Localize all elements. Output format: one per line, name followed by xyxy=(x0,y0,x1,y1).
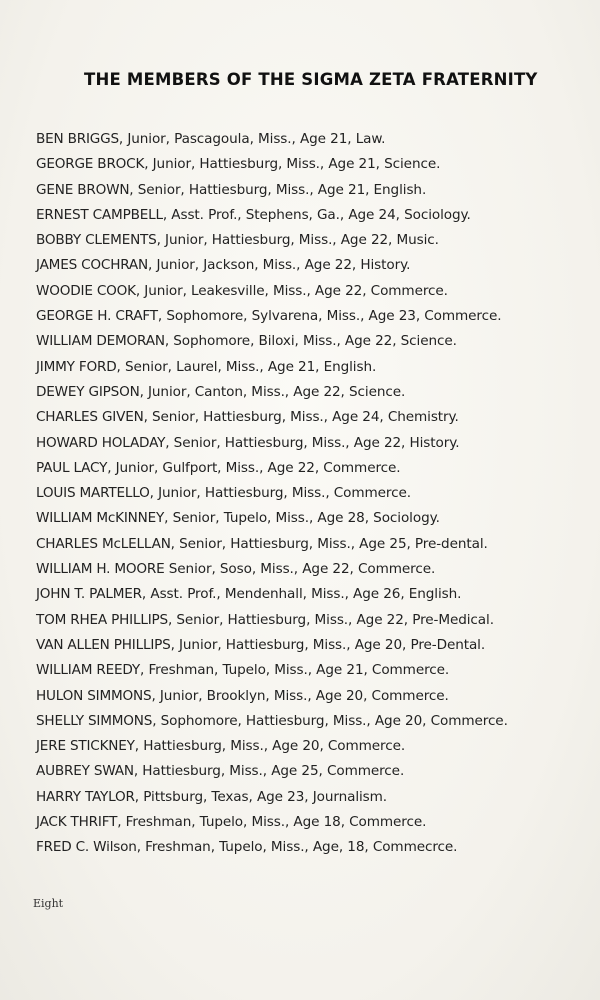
member-details: , Sophomore, Biloxi, Miss., Age 22, Science. xyxy=(164,333,457,350)
member-name: WILLIAM McKINNEY xyxy=(36,510,165,527)
member-name: JIMMY FORD xyxy=(36,358,117,375)
member-name: GEORGE BROCK xyxy=(36,156,145,173)
member-details: , Junior, Brooklyn, Miss., Age 20, Commerce. xyxy=(151,687,449,704)
member-details: , Junior, Leakesville, Miss., Age 22, Commerce. xyxy=(135,282,448,299)
member-name: DEWEY GIPSON xyxy=(36,383,140,400)
member-name: ERNEST CAMPBELL xyxy=(36,206,163,223)
member-details: , Senior, Hattiesburg, Miss., Age 22, Pre-Medical. xyxy=(167,611,494,628)
list-item xyxy=(36,380,576,405)
list-item xyxy=(36,709,576,734)
member-name: LOUIS MARTELLO xyxy=(36,485,150,502)
list-item xyxy=(36,684,576,709)
member-name: AUBREY SWAN xyxy=(36,763,134,780)
member-name: WILLIAM REEDY xyxy=(36,662,141,679)
list-item xyxy=(36,810,576,835)
member-details: , Asst. Prof., Mendenhall, Miss., Age 26, English. xyxy=(141,586,462,603)
member-name: SHELLY SIMMONS xyxy=(36,712,153,729)
member-details: , Junior, Pascagoula, Miss., Age 21, Law. xyxy=(118,131,386,147)
member-name: GENE BROWN xyxy=(36,181,130,198)
member-details: , Junior, Canton, Miss., Age 22, Science. xyxy=(139,383,406,400)
list-item xyxy=(36,532,576,557)
member-name: HULON SIMMONS xyxy=(36,687,152,704)
member-details: , Hattiesburg, Miss., Age 20, Commerce. xyxy=(134,738,406,755)
list-item xyxy=(36,608,576,633)
list-item xyxy=(36,759,576,784)
list-item xyxy=(36,203,576,228)
list-item xyxy=(36,785,576,810)
member-details: , Senior, Tupelo, Miss., Age 28, Sociology. xyxy=(164,510,440,527)
member-details: , Junior, Hattiesburg, Miss., Age 22, Music. xyxy=(156,232,439,249)
member-details: , Junior, Jackson, Miss., Age 22, History. xyxy=(148,257,411,274)
member-details: Senior, Soso, Miss., Age 22, Commerce. xyxy=(164,561,436,578)
member-details: , Junior, Hattiesburg, Miss., Age 20, Pre-Dental. xyxy=(170,636,486,653)
member-name: JACK THRIFT xyxy=(36,814,118,831)
member-details: , Sophomore, Hattiesburg, Miss., Age 20, Commerce. xyxy=(152,712,508,729)
list-item xyxy=(36,481,576,506)
member-details: , Hattiesburg, Miss., Age 25, Commerce. xyxy=(133,763,405,780)
member-details: , Senior, Hattiesburg, Miss., Age 24, Chemistry. xyxy=(143,409,459,426)
member-name: CHARLES McLELLAN xyxy=(36,535,171,552)
list-item xyxy=(36,734,576,759)
member-details: , Senior, Hattiesburg, Miss., Age 25, Pre-dental. xyxy=(170,535,488,552)
member-name: VAN ALLEN PHILLIPS xyxy=(36,636,171,653)
page-number: Eight xyxy=(33,897,64,910)
member-name: WOODIE COOK xyxy=(36,282,136,299)
member-name: PAUL LACY xyxy=(36,459,108,476)
member-name: JOHN T. PALMER xyxy=(36,586,142,603)
member-details: , Senior, Laurel, Miss., Age 21, English. xyxy=(116,358,377,375)
list-item xyxy=(36,506,576,531)
list-item xyxy=(36,279,576,304)
member-details: , Junior, Gulfport, Miss., Age 22, Commerce. xyxy=(107,459,401,476)
member-details: , Freshman, Tupelo, Miss., Age 21, Commerce. xyxy=(140,662,450,679)
list-item xyxy=(36,127,576,152)
member-name: WILLIAM H. MOORE xyxy=(36,561,165,578)
list-item xyxy=(36,253,576,278)
member-name: GEORGE H. CRAFT xyxy=(36,308,158,325)
list-item xyxy=(36,228,576,253)
member-details: , Senior, Hattiesburg, Miss., Age 21, English. xyxy=(129,181,427,198)
list-item xyxy=(36,431,576,456)
member-name: BOBBY CLEMENTS xyxy=(36,232,157,249)
member-name: TOM RHEA PHILLIPS xyxy=(36,611,168,628)
member-list xyxy=(36,127,576,861)
member-name: CHARLES GIVEN xyxy=(36,409,144,426)
member-details: , Sophomore, Sylvarena, Miss., Age 23, Commerce. xyxy=(157,308,502,325)
member-details: , Freshman, Tupelo, Miss., Age 18, Commerce. xyxy=(117,814,427,831)
list-item xyxy=(36,633,576,658)
member-name: BEN BRIGGS xyxy=(36,131,119,147)
list-item xyxy=(36,304,576,329)
member-name: JERE STICKNEY xyxy=(36,738,135,755)
list-item xyxy=(36,557,576,582)
member-name: FRED C. Wilson xyxy=(36,839,137,856)
member-details: , Senior, Hattiesburg, Miss., Age 22, History. xyxy=(165,434,460,451)
member-name: HARRY TAYLOR xyxy=(36,788,135,805)
member-details: , Asst. Prof., Stephens, Ga., Age 24, Sociology. xyxy=(162,206,471,223)
list-item xyxy=(36,405,576,430)
member-name: JAMES COCHRAN xyxy=(36,257,149,274)
member-name: WILLIAM DEMORAN xyxy=(36,333,165,350)
list-item xyxy=(36,582,576,607)
member-name: HOWARD HOLADAY xyxy=(36,434,166,451)
list-item xyxy=(36,355,576,380)
list-item xyxy=(36,835,576,860)
list-item xyxy=(36,658,576,683)
member-details: , Junior, Hattiesburg, Miss., Commerce. xyxy=(149,485,411,502)
page-title: THE MEMBERS OF THE SIGMA ZETA FRATERNITY xyxy=(84,70,538,89)
member-details: , Pittsburg, Texas, Age 23, Journalism. xyxy=(134,788,388,805)
list-item xyxy=(36,329,576,354)
list-item xyxy=(36,152,576,177)
member-details: , Junior, Hattiesburg, Miss., Age 21, Science. xyxy=(144,156,441,173)
list-item xyxy=(36,178,576,203)
list-item xyxy=(36,456,576,481)
member-details: , Freshman, Tupelo, Miss., Age, 18, Commecrce. xyxy=(136,839,458,856)
